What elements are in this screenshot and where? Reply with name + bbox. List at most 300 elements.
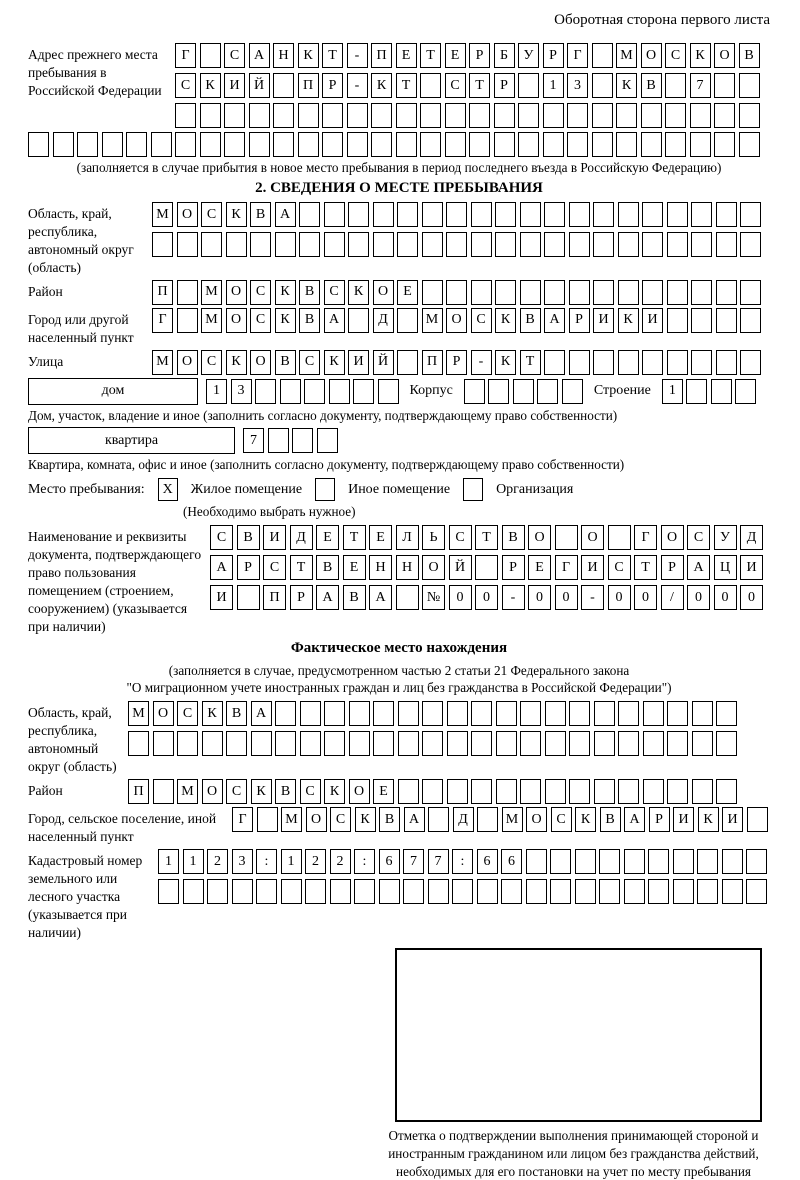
char-box: В	[641, 73, 662, 98]
char-box: Т	[396, 73, 417, 98]
char-box: Е	[369, 525, 392, 550]
char-box: О	[306, 807, 327, 832]
char-box	[642, 350, 663, 375]
prev-address-row-2	[175, 73, 760, 98]
char-box	[452, 879, 473, 904]
char-box	[740, 232, 761, 257]
char-box: М	[201, 280, 222, 305]
char-box: В	[299, 280, 320, 305]
char-box	[569, 232, 590, 257]
char-box	[237, 585, 260, 610]
char-box	[716, 779, 737, 804]
char-box	[618, 701, 639, 726]
region-field	[28, 202, 770, 277]
char-box: -	[347, 73, 368, 98]
char-box	[692, 779, 713, 804]
char-box	[686, 379, 707, 404]
char-box: -	[502, 585, 525, 610]
char-box	[354, 879, 375, 904]
char-box: П	[263, 585, 286, 610]
char-box: К	[200, 73, 221, 98]
char-box	[642, 202, 663, 227]
char-box	[593, 350, 614, 375]
actual-location-title: Фактическое место нахождения	[290, 640, 508, 657]
char-box: :	[256, 849, 277, 874]
char-box	[722, 879, 743, 904]
char-box: С	[299, 350, 320, 375]
house-box: дом	[28, 378, 198, 405]
char-box: Е	[316, 525, 339, 550]
option-inoe-label: Иное помещение	[348, 481, 451, 497]
char-box	[153, 779, 174, 804]
char-box: 2	[330, 849, 351, 874]
prev-address-field	[28, 43, 770, 128]
char-box	[469, 103, 490, 128]
char-box	[298, 103, 319, 128]
char-box	[353, 379, 374, 404]
char-box	[298, 132, 319, 157]
actual-city-row	[232, 807, 768, 832]
option-zhiloe-label: Жилое помещение	[190, 481, 303, 497]
char-box	[618, 779, 639, 804]
char-box	[447, 731, 468, 756]
char-box: М	[128, 701, 149, 726]
char-box: 0	[475, 585, 498, 610]
char-box: 1	[206, 379, 227, 404]
char-box: Т	[634, 555, 657, 580]
char-box	[428, 879, 449, 904]
char-box: О	[528, 525, 551, 550]
char-box	[379, 879, 400, 904]
char-box	[575, 849, 596, 874]
char-box: О	[373, 280, 394, 305]
char-box	[667, 701, 688, 726]
char-box	[224, 103, 245, 128]
char-box: В	[299, 308, 320, 333]
char-box: 6	[379, 849, 400, 874]
char-box	[691, 308, 712, 333]
char-box: О	[202, 779, 223, 804]
char-box	[349, 701, 370, 726]
char-box: А	[251, 701, 272, 726]
char-box: И	[263, 525, 286, 550]
cadastral-row-2	[158, 879, 767, 904]
char-box	[714, 103, 735, 128]
char-box	[102, 132, 123, 157]
char-box	[544, 232, 565, 257]
char-box	[348, 308, 369, 333]
checkbox-organizaciya	[463, 478, 483, 501]
char-box	[175, 103, 196, 128]
char-box: И	[642, 308, 663, 333]
char-box	[464, 379, 485, 404]
char-box: Н	[369, 555, 392, 580]
char-box	[446, 232, 467, 257]
char-box	[397, 232, 418, 257]
char-box	[520, 280, 541, 305]
apartment-note: Квартира, комната, офис и иное (заполнить согласно документу, подтверждающему право собственности)	[28, 457, 625, 473]
char-box	[183, 879, 204, 904]
char-box	[739, 103, 760, 128]
stay-type-note: (Необходимо выбрать нужное)	[183, 504, 356, 520]
char-box	[667, 350, 688, 375]
char-box	[397, 202, 418, 227]
char-box	[200, 132, 221, 157]
char-box	[518, 73, 539, 98]
char-box	[643, 779, 664, 804]
char-box: С	[687, 525, 710, 550]
char-box	[667, 232, 688, 257]
char-box: К	[324, 779, 345, 804]
char-box	[373, 731, 394, 756]
char-box: Й	[249, 73, 270, 98]
char-box	[28, 132, 49, 157]
char-box	[740, 308, 761, 333]
char-box: 7	[403, 849, 424, 874]
apartment-row	[28, 427, 770, 454]
char-box: О	[153, 701, 174, 726]
char-box: 0	[687, 585, 710, 610]
char-box	[520, 232, 541, 257]
char-box	[471, 280, 492, 305]
char-box	[746, 879, 767, 904]
char-box	[520, 779, 541, 804]
char-box: Г	[634, 525, 657, 550]
char-box: О	[422, 555, 445, 580]
char-box	[691, 202, 712, 227]
char-box	[494, 132, 515, 157]
char-box	[175, 132, 196, 157]
char-box: -	[581, 585, 604, 610]
char-box: 1	[183, 849, 204, 874]
char-box: В	[520, 308, 541, 333]
char-box	[280, 379, 301, 404]
char-box: Р	[237, 555, 260, 580]
prev-address-row-1	[175, 43, 760, 68]
document-field	[28, 525, 770, 636]
char-box: 0	[608, 585, 631, 610]
char-box: С	[445, 73, 466, 98]
char-box: Г	[232, 807, 253, 832]
city-label: Город или другой населенный пункт	[28, 311, 134, 345]
char-box	[673, 849, 694, 874]
char-box	[475, 555, 498, 580]
char-box: С	[449, 525, 472, 550]
char-box: 2	[305, 849, 326, 874]
char-box: Д	[740, 525, 763, 550]
house-number-cells	[206, 379, 399, 404]
char-box	[292, 428, 313, 453]
char-box: И	[581, 555, 604, 580]
char-box: О	[226, 308, 247, 333]
char-box: 7	[690, 73, 711, 98]
street-field	[28, 350, 770, 375]
char-box	[488, 379, 509, 404]
char-box: О	[177, 350, 198, 375]
char-box	[690, 132, 711, 157]
char-box: 0	[740, 585, 763, 610]
checkbox-zhiloe: X	[158, 478, 178, 501]
char-box: 7	[428, 849, 449, 874]
district-field	[28, 280, 770, 305]
prev-address-row-4	[28, 132, 770, 157]
char-box: Н	[273, 43, 294, 68]
char-box	[226, 731, 247, 756]
char-box	[281, 879, 302, 904]
char-box	[446, 280, 467, 305]
char-box	[324, 731, 345, 756]
char-box: С	[250, 308, 271, 333]
char-box: 1	[158, 849, 179, 874]
char-box	[513, 379, 534, 404]
char-box	[447, 779, 468, 804]
char-box	[422, 280, 443, 305]
char-box: О	[526, 807, 547, 832]
document-label: Наименование и реквизиты документа, подтверждающего право пользования помещением (строением, сооружением) (указывается при наличии)	[28, 529, 202, 635]
char-box	[501, 879, 522, 904]
char-box: Р	[569, 308, 590, 333]
char-box: И	[722, 807, 743, 832]
char-box	[177, 280, 198, 305]
char-box: Р	[661, 555, 684, 580]
char-box	[347, 132, 368, 157]
char-box: О	[250, 350, 271, 375]
char-box	[618, 202, 639, 227]
stroenie-cells	[662, 379, 757, 404]
char-box	[518, 132, 539, 157]
char-box	[396, 132, 417, 157]
char-box	[202, 731, 223, 756]
char-box	[690, 103, 711, 128]
char-box: В	[343, 585, 366, 610]
char-box	[255, 379, 276, 404]
char-box: К	[298, 43, 319, 68]
char-box	[691, 232, 712, 257]
char-box	[642, 280, 663, 305]
char-box: Т	[475, 525, 498, 550]
char-box: /	[661, 585, 684, 610]
char-box: М	[422, 308, 443, 333]
char-box: М	[281, 807, 302, 832]
char-box: А	[687, 555, 710, 580]
char-box	[420, 73, 441, 98]
char-box: 0	[449, 585, 472, 610]
char-box	[716, 232, 737, 257]
char-box: В	[250, 202, 271, 227]
char-box	[520, 202, 541, 227]
char-box	[716, 280, 737, 305]
char-box: 1	[543, 73, 564, 98]
char-box	[711, 379, 732, 404]
char-box: М	[152, 202, 173, 227]
char-box: У	[714, 525, 737, 550]
char-box	[562, 379, 583, 404]
char-box	[378, 379, 399, 404]
char-box: Е	[396, 43, 417, 68]
char-box	[593, 280, 614, 305]
char-box	[126, 132, 147, 157]
char-box	[403, 879, 424, 904]
char-box	[667, 731, 688, 756]
char-box	[329, 379, 350, 404]
char-box	[543, 132, 564, 157]
char-box	[569, 280, 590, 305]
char-box: -	[471, 350, 492, 375]
char-box	[593, 232, 614, 257]
street-label: Улица	[28, 353, 64, 369]
char-box	[207, 879, 228, 904]
char-box	[299, 232, 320, 257]
char-box	[520, 731, 541, 756]
char-box	[177, 731, 198, 756]
char-box	[422, 232, 443, 257]
house-row	[28, 378, 770, 405]
char-box	[697, 849, 718, 874]
char-box	[471, 202, 492, 227]
char-box: К	[575, 807, 596, 832]
char-box	[692, 701, 713, 726]
char-box	[739, 73, 760, 98]
char-box	[371, 132, 392, 157]
char-box: С	[551, 807, 572, 832]
char-box: А	[624, 807, 645, 832]
char-box: 0	[714, 585, 737, 610]
char-box	[567, 132, 588, 157]
char-box: О	[349, 779, 370, 804]
char-box: О	[446, 308, 467, 333]
char-box: М	[177, 779, 198, 804]
char-box	[232, 879, 253, 904]
char-box: Ц	[714, 555, 737, 580]
char-box	[268, 428, 289, 453]
char-box: К	[324, 350, 345, 375]
char-box	[471, 232, 492, 257]
char-box: Т	[520, 350, 541, 375]
district-label: Район	[28, 283, 63, 299]
char-box	[471, 779, 492, 804]
char-box	[257, 807, 278, 832]
char-box: О	[661, 525, 684, 550]
char-box	[616, 132, 637, 157]
char-box: Е	[445, 43, 466, 68]
char-box: П	[422, 350, 443, 375]
char-box: П	[128, 779, 149, 804]
char-box	[495, 232, 516, 257]
char-box	[275, 232, 296, 257]
char-box	[543, 103, 564, 128]
char-box: С	[250, 280, 271, 305]
cadastral-field	[28, 849, 770, 942]
char-box	[77, 132, 98, 157]
stroenie-label: Строение	[593, 383, 651, 399]
char-box	[594, 779, 615, 804]
house-note: Дом, участок, владение и иное (заполнить согласно документу, подтверждающему право собственности)	[28, 407, 618, 423]
document-row-1	[210, 525, 763, 550]
char-box	[746, 849, 767, 874]
char-box	[275, 731, 296, 756]
char-box	[665, 73, 686, 98]
char-box: Г	[567, 43, 588, 68]
char-box	[642, 232, 663, 257]
char-box	[537, 379, 558, 404]
char-box	[445, 103, 466, 128]
char-box	[494, 103, 515, 128]
char-box	[716, 308, 737, 333]
char-box	[446, 202, 467, 227]
char-box: Д	[453, 807, 474, 832]
char-box: 0	[555, 585, 578, 610]
prev-address-row-3	[175, 103, 760, 128]
char-box	[545, 701, 566, 726]
char-box	[477, 807, 498, 832]
char-box	[398, 701, 419, 726]
char-box	[153, 731, 174, 756]
char-box	[177, 232, 198, 257]
char-box	[747, 807, 768, 832]
char-box: 7	[243, 428, 264, 453]
char-box	[251, 731, 272, 756]
char-box: С	[201, 202, 222, 227]
char-box	[569, 779, 590, 804]
char-box: Т	[322, 43, 343, 68]
char-box	[618, 280, 639, 305]
char-box: И	[210, 585, 233, 610]
char-box	[273, 73, 294, 98]
actual-district-label: Район	[28, 783, 63, 799]
char-box: 6	[501, 849, 522, 874]
char-box	[275, 701, 296, 726]
char-box: О	[714, 43, 735, 68]
char-box	[397, 308, 418, 333]
char-box	[594, 701, 615, 726]
char-box	[53, 132, 74, 157]
char-box: К	[616, 73, 637, 98]
char-box	[608, 525, 631, 550]
char-box	[249, 132, 270, 157]
char-box	[667, 308, 688, 333]
cadastral-label: Кадастровый номер земельного или лесного участка (указывается при наличии)	[28, 853, 143, 940]
char-box	[569, 202, 590, 227]
char-box	[592, 103, 613, 128]
city-row	[152, 308, 761, 333]
char-box: Н	[396, 555, 419, 580]
actual-region-label: Область, край, республика, автономный округ (область)	[28, 705, 117, 775]
char-box: Р	[290, 585, 313, 610]
char-box	[471, 731, 492, 756]
prev-address-note: (заполняется в случае прибытия в новое место пребывания в период последнего въезда в Российскую Федерацию)	[76, 160, 722, 175]
char-box: К	[355, 807, 376, 832]
char-box: А	[369, 585, 392, 610]
char-box	[496, 731, 517, 756]
char-box: К	[202, 701, 223, 726]
char-box	[200, 43, 221, 68]
char-box	[471, 701, 492, 726]
char-box	[428, 807, 449, 832]
city-field	[28, 308, 770, 347]
char-box	[495, 280, 516, 305]
char-box	[722, 849, 743, 874]
char-box: С	[263, 555, 286, 580]
char-box: 2	[207, 849, 228, 874]
char-box: Т	[420, 43, 441, 68]
document-row-2	[210, 555, 763, 580]
char-box: К	[226, 202, 247, 227]
char-box	[544, 202, 565, 227]
cadastral-row-1	[158, 849, 767, 874]
char-box	[599, 849, 620, 874]
apartment-box: квартира	[28, 427, 235, 454]
char-box: Е	[373, 779, 394, 804]
